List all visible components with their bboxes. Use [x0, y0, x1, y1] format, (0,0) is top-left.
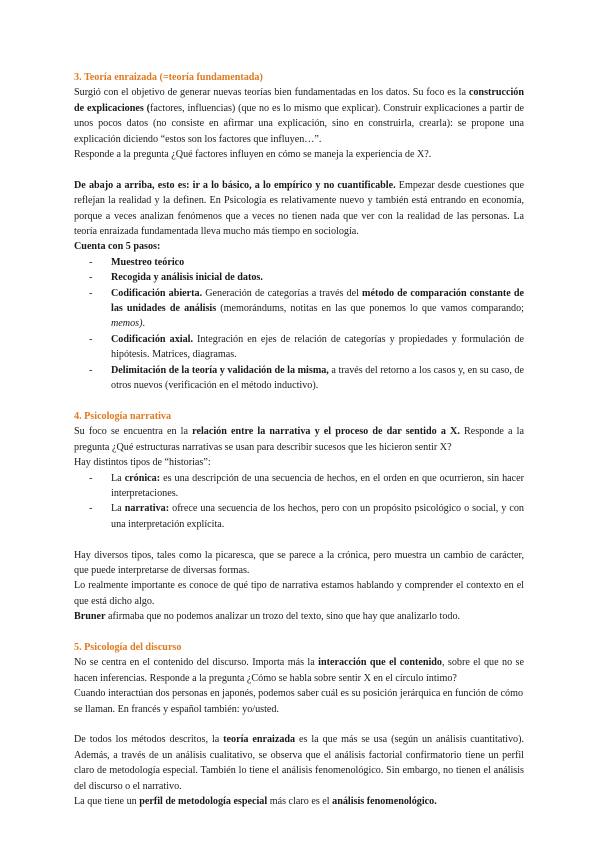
list-item: - Muestreo teórico [89, 256, 185, 268]
steps-title: Cuenta con 5 pasos: [74, 241, 161, 253]
steps-list [74, 255, 524, 394]
section-5-paragraph-4: La que tiene un perfil de metodología especial más claro es el análisis fenomenológico. [74, 796, 437, 808]
list-item: - Recogida y análisis inicial de datos. [89, 272, 263, 284]
section-4-paragraph-2: Hay distintos tipos de “historias”: [74, 457, 211, 469]
section-4-paragraph-4: Lo realmente importante es conoce de qué tipo de narrativa estamos hablando y comprender el contexto en el que está dicho algo. [74, 580, 524, 607]
section-4-paragraph-1: Su foco se encuentra en la relación entre la narrativa y el proceso de dar sentido a X. Responde a la pregunta ¿Qué estructuras narrativas se usan para describir sucesos que les hicieron sentir X? [74, 426, 524, 453]
section-3-paragraph-1: Surgió con el objetivo de generar nuevas teorías bien fundamentadas en los datos. Su foco es la construcción de explicaciones (factores, influencias) (que no es lo mismo que explicar). Construir explicaciones a partir de unos pocos datos (no consiste en afirmar una explicación, sino en construirla, crearla): se propone una explicación diciendo “estos son los factores que influyen…”. [74, 87, 524, 145]
list-item: - Delimitación de la teoría y validación de la misma, a través del retorno a los casos y, en su caso, de otros nuevos (verificación en el método inductivo). [89, 364, 524, 392]
list-item: - La narrativa: ofrece una secuencia de los hechos, pero con un propósito psicológico o social, y con una interpretación explícita. [89, 503, 524, 530]
section-4-paragraph-3: Hay diversos tipos, tales como la picaresca, que se parece a la crónica, pero muestra un cambio de carácter, que puede interpretarse de diversas formas. [74, 549, 524, 576]
section-5-paragraph-3: De todos los métodos descritos, la teoría enraizada es la que más se usa (según un análisis cuantitativo). Además, a través de un análisis cualitativo, se observa que el análisis factorial confirmatorio tiene un perfil claro de metodología especial. También lo tiene el análisis fenomenológico. Sin embargo, no tienen el análisis del discurso o el narrativo. [74, 734, 524, 792]
section-5-paragraph-1: No se centra en el contenido del discurso. Importa más la interacción que el contenido, sobre el que no se hacen inferencias. Responde a la pregunta ¿Cómo se habla sobre sentir X en el círculo íntimo? [74, 657, 524, 684]
section-5-heading: 5. Psicología del discurso [74, 641, 182, 653]
list-item: - Codificación abierta. Generación de categorías a través del método de comparación constante de las unidades de análisis (memorándums, notitas en las que ponemos lo que vamos comparando; memos). [89, 287, 524, 330]
document-page [74, 70, 524, 809]
section-4-heading: 4. Psicología narrativa [74, 410, 172, 422]
section-3-heading: 3. Teoría enraizada (=teoría fundamentada) [74, 72, 263, 83]
list-item: - La crónica: es una descripción de una secuencia de hechos, en el orden en que ocurrieron, sin hacer interpretaciones. [89, 472, 524, 499]
section-5-paragraph-2: Cuando interactúan dos personas en japonés, podemos saber cuál es su posición jerárquica en función de cómo se llaman. En francés y español también: yo/usted. [74, 688, 524, 715]
list-item: - Codificación axial. Integración en ejes de relación de categorías y propiedades y formulación de hipótesis. Matrices, diagramas. [89, 333, 525, 361]
section-3-paragraph-2: Responde a la pregunta ¿Qué factores influyen en cómo se maneja la experiencia de X?. [74, 149, 432, 161]
section-4-paragraph-5: Bruner afirmaba que no podemos analizar un trozo del texto, sino que hay que analizarlo todo. [74, 611, 461, 623]
section-3-paragraph-3: De abajo a arriba, esto es: ir a lo básico, a lo empírico y no cuantificable. Empezar desde cuestiones que reflejan la realidad y la definen. En Psicología es relativamente nuevo y también está entrando en economía, porque a veces analizan fenómenos que a veces no tienen nada que ver con la realidad de las personas. La teoría enraizada fundamentada lleva mucho más tiempo en sociología. [74, 179, 524, 238]
story-types-list [74, 471, 524, 533]
